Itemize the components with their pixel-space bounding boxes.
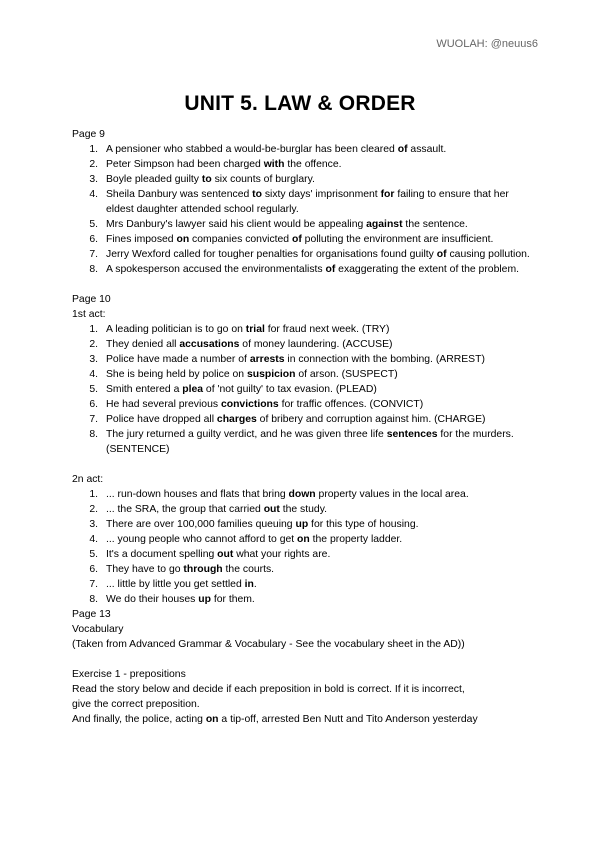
item-number: 4. [89,534,98,545]
item-text: Smith entered a plea of 'not guilty' to tax evasion. (PLEAD) [106,384,377,395]
act1-item [72,382,532,397]
bold-answer: on [176,234,190,245]
bold-answer: on [205,714,219,725]
act1-item [72,322,532,337]
item-text: They have to go through the courts. [106,564,275,575]
act2-item [72,562,532,577]
item-number: 6. [89,564,98,575]
bold-answer: for [380,189,395,200]
bold-answer: convictions [220,399,279,410]
item-number: 7. [89,414,98,425]
item-text: They denied all accusations of money laundering. (ACCUSE) [106,339,393,350]
act1-item [72,367,532,382]
page9-item [72,232,532,247]
item-text: Police have dropped all charges of bribery and corruption against him. (CHARGE) [106,414,486,425]
bold-answer: arrests [249,354,285,365]
bold-answer: of [291,234,302,245]
page9-item [72,157,532,172]
bold-answer: of [397,144,408,155]
item-text: The jury returned a guilty verdict, and he was given three life sentences for the murders. (SENTENCE) [106,429,514,455]
bold-answer: charges [216,414,257,425]
item-number: 7. [89,249,98,260]
page9-item [72,187,532,217]
item-text: Jerry Wexford called for tougher penalties for organisations found guilty of causing pollution. [106,249,530,260]
item-number: 1. [89,324,98,335]
item-text: Fines imposed on companies convicted of polluting the environment are insufficient. [106,234,494,245]
item-number: 3. [89,354,98,365]
exercise-story: And finally, the police, acting on a tip-off, arrested Ben Nutt and Tito Anderson yesterday [72,714,478,725]
item-text: It's a document spelling out what your rights are. [106,549,331,560]
item-text: ... the SRA, the group that carried out the study. [106,504,328,515]
item-text: ... young people who cannot afford to get on the property ladder. [106,534,403,545]
bold-answer: of [325,264,336,275]
bold-answer: suspicion [246,369,296,380]
vocabulary-label: Vocabulary [72,624,124,635]
bold-answer: out [263,504,280,515]
bold-answer: on [297,534,310,545]
item-number: 1. [89,489,98,500]
item-text: A pensioner who stabbed a would-be-burglar has been cleared of assault. [106,144,447,155]
page9-heading: Page 9 [72,129,105,140]
page9-item [72,142,532,157]
act1-item [72,352,532,367]
item-number: 6. [89,234,98,245]
bold-answer: plea [182,384,204,395]
bold-answer: against [366,219,403,230]
act2-item [72,577,532,592]
item-text: Mrs Danbury's lawyer said his client would be appealing against the sentence. [106,219,468,230]
bold-answer: up [198,594,211,605]
item-text: Sheila Danbury was sentenced to sixty days' imprisonment for failing to ensure that her eldest daughter attended school regularly. [106,189,509,215]
item-number: 5. [89,549,98,560]
exercise-instruction-1: Read the story below and decide if each preposition in bold is correct. If it is incorrect, [72,684,465,695]
act2-item [72,502,532,517]
item-text: He had several previous convictions for traffic offences. (CONVICT) [106,399,424,410]
document-body [72,127,532,727]
item-number: 5. [89,219,98,230]
item-number: 3. [89,174,98,185]
page9-item [72,262,532,277]
act2-item [72,547,532,562]
act1-item [72,337,532,352]
bold-answer: out [217,549,234,560]
bold-answer: up [295,519,309,530]
item-text: A leading politician is to go on trial for fraud next week. (TRY) [106,324,390,335]
page9-item [72,247,532,262]
item-number: 7. [89,579,98,590]
bold-answer: through [183,564,223,575]
item-text: Boyle pleaded guilty to six counts of burglary. [106,174,315,185]
exercise-title: Exercise 1 - prepositions [72,669,186,680]
act1-list [72,322,532,457]
watermark: WUOLAH: @neuus6 [436,38,538,50]
item-number: 2. [89,159,98,170]
bold-answer: to [252,189,262,200]
item-number: 5. [89,384,98,395]
item-number: 2. [89,339,98,350]
act1-item [72,397,532,412]
act1-item [72,412,532,427]
exercise-instruction-2: give the correct preposition. [72,699,200,710]
vocabulary-source: (Taken from Advanced Grammar & Vocabulary - See the vocabulary sheet in the AD)) [72,639,465,650]
act2-item [72,592,532,607]
item-number: 4. [89,189,98,200]
bold-answer: of [436,249,447,260]
bold-answer: with [263,159,285,170]
act2-label: 2n act: [72,474,104,485]
item-text: ... run-down houses and flats that bring down property values in the local area. [106,489,469,500]
page9-item [72,217,532,232]
page9-list [72,142,532,277]
act2-item [72,487,532,502]
item-text: She is being held by police on suspicion of arson. (SUSPECT) [106,369,398,380]
item-number: 6. [89,399,98,410]
page10-heading: Page 10 [72,294,111,305]
item-text: There are over 100,000 families queuing up for this type of housing. [106,519,419,530]
item-text: We do their houses up for them. [106,594,255,605]
bold-answer: trial [245,324,265,335]
item-text: Police have made a number of arrests in connection with the bombing. (ARREST) [106,354,485,365]
item-number: 8. [89,264,98,275]
page9-item [72,172,532,187]
bold-answer: in [244,579,254,590]
item-number: 1. [89,144,98,155]
act2-item [72,532,532,547]
item-number: 8. [89,429,98,440]
item-number: 8. [89,594,98,605]
item-number: 3. [89,519,98,530]
page-title: UNIT 5. LAW & ORDER [184,92,416,115]
item-number: 4. [89,369,98,380]
bold-answer: accusations [179,339,240,350]
act2-list [72,487,532,607]
act1-label: 1st act: [72,309,106,320]
bold-answer: down [288,489,316,500]
act1-item [72,427,532,457]
page13-heading: Page 13 [72,609,111,620]
item-text: ... little by little you get settled in. [106,579,257,590]
bold-answer: to [201,174,212,185]
item-text: Peter Simpson had been charged with the offence. [106,159,342,170]
bold-answer: sentences [386,429,438,440]
act2-item [72,517,532,532]
item-number: 2. [89,504,98,515]
item-text: A spokesperson accused the environmentalists of exaggerating the extent of the problem. [106,264,519,275]
